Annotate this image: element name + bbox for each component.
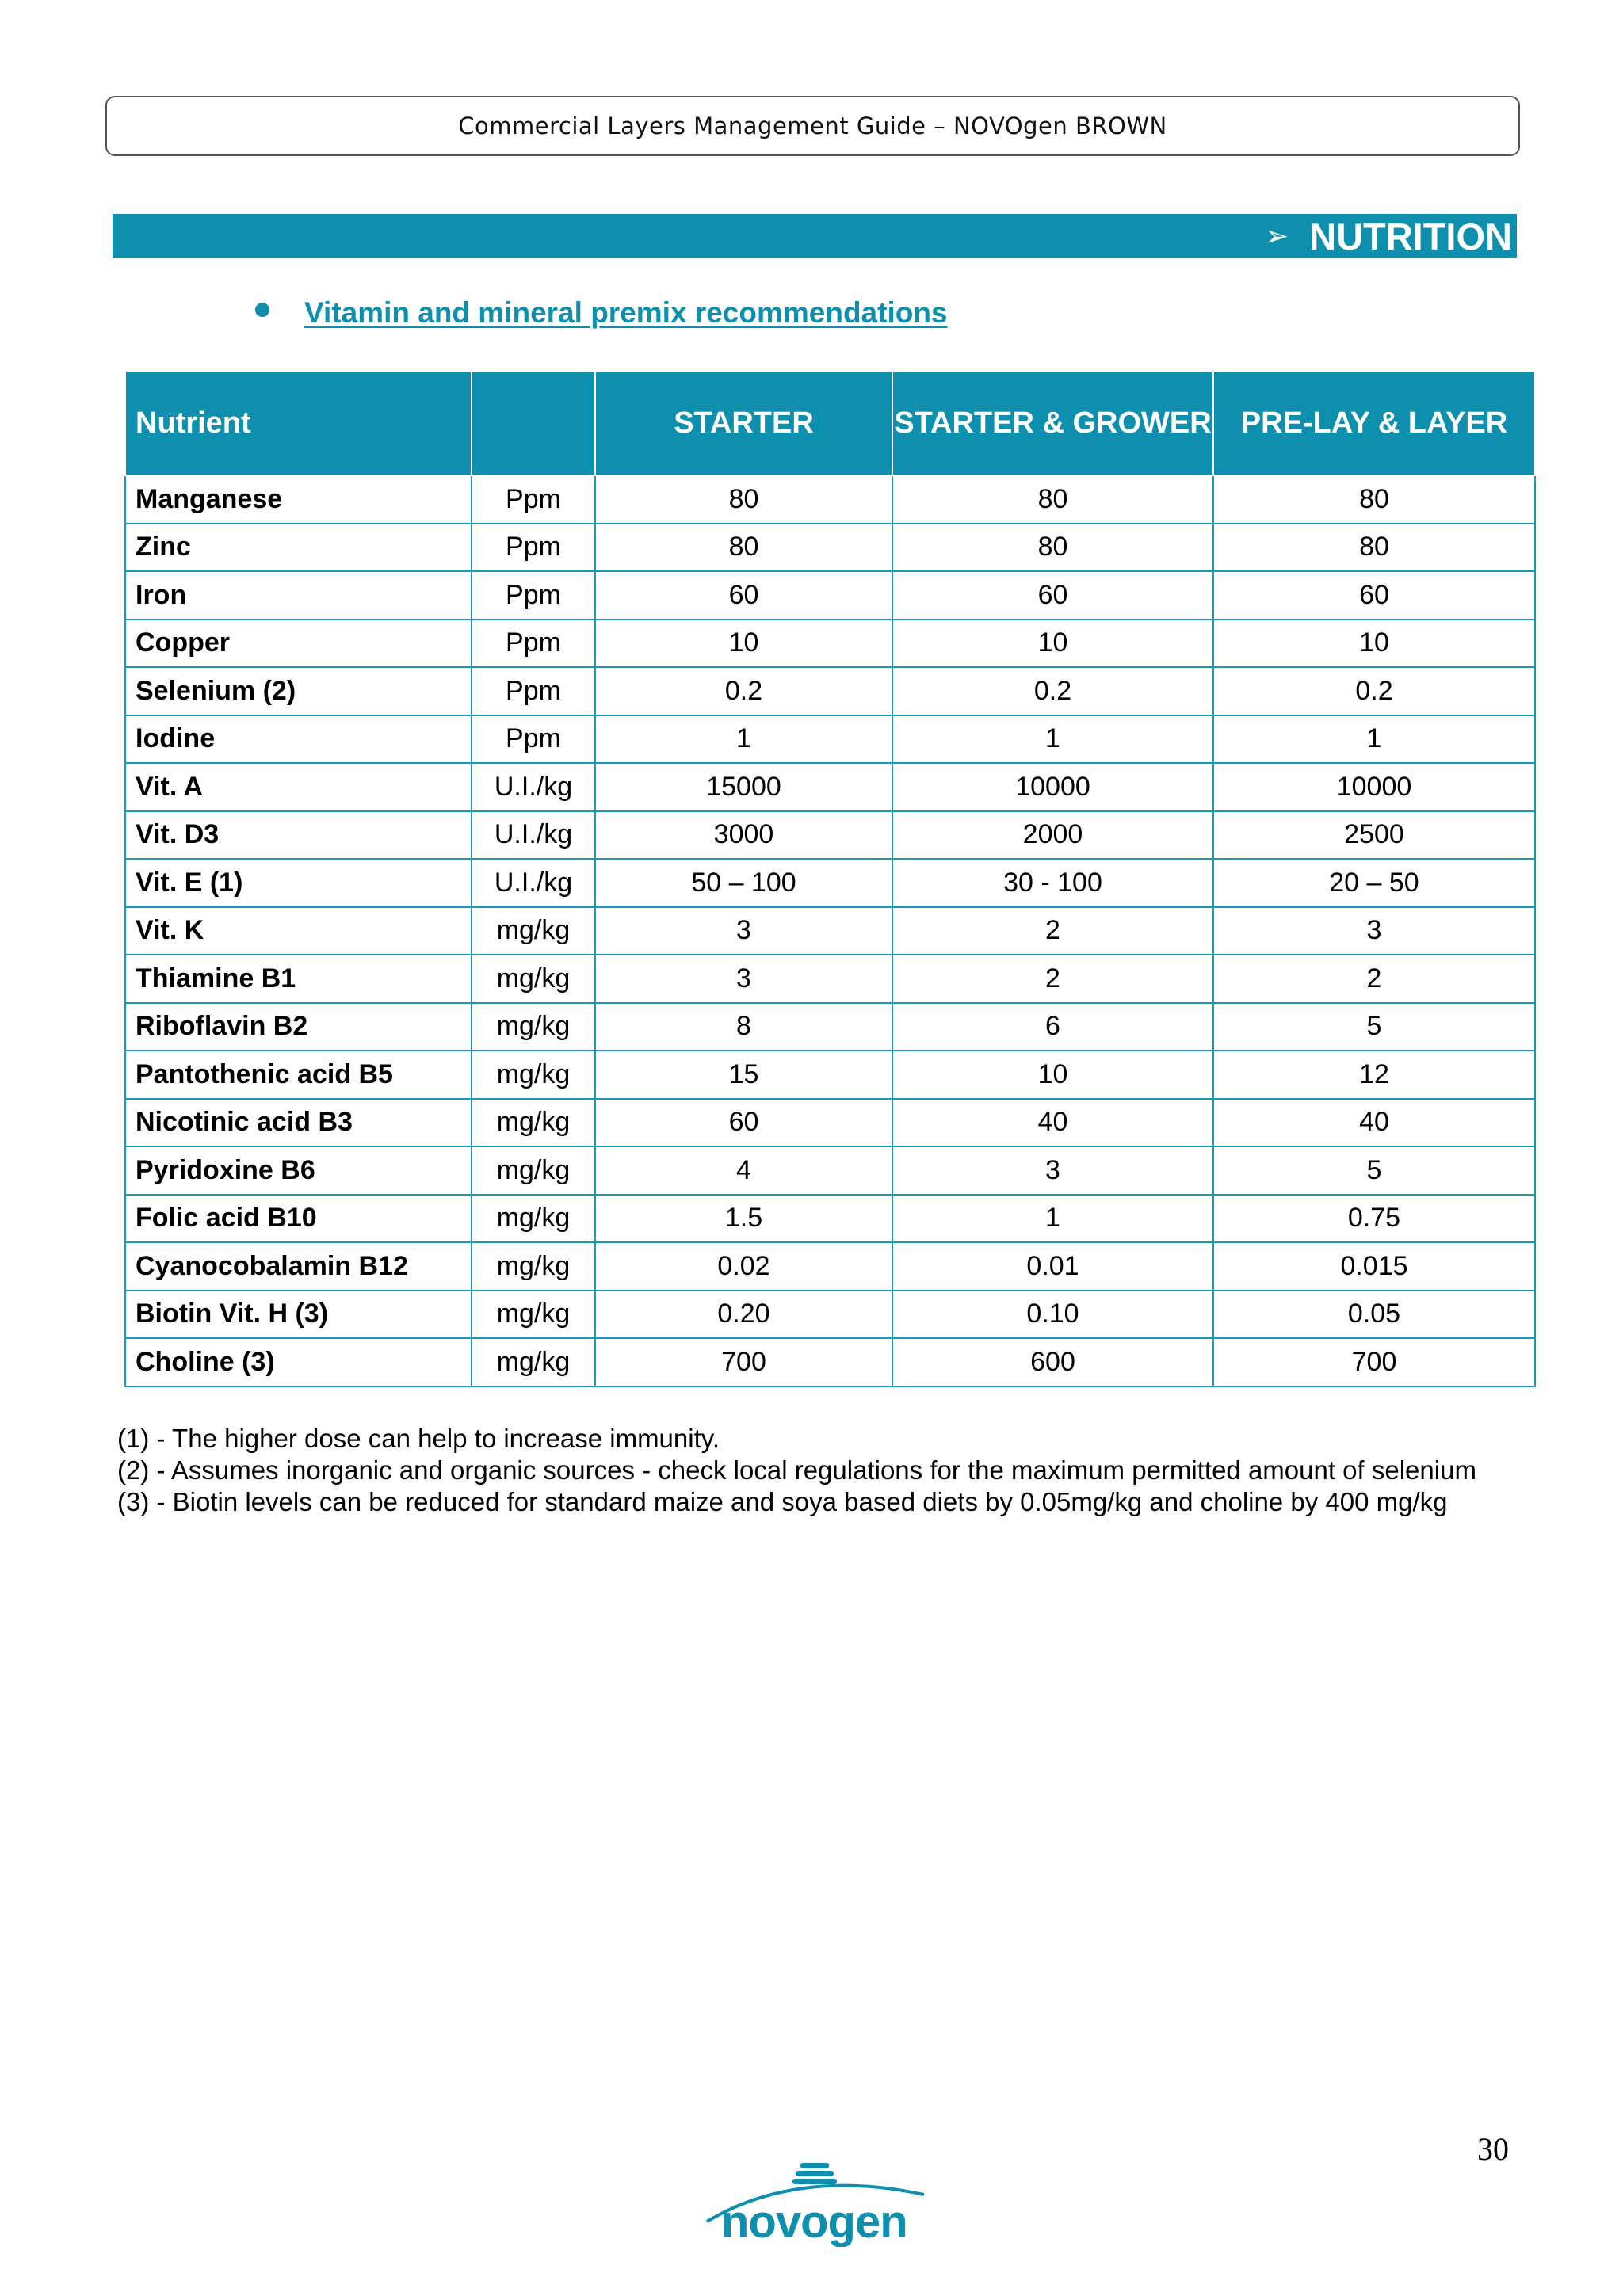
- nutrient-name-cell: Riboflavin B2: [125, 1003, 472, 1051]
- nutrient-name-cell: Iodine: [125, 715, 472, 764]
- footnote: (2) - Assumes inorganic and organic sources - check local regulations for the maximum permitted amount of selenium: [117, 1455, 1476, 1485]
- table-row: [125, 667, 1535, 715]
- table-row: [125, 955, 1535, 1003]
- unit-cell: mg/kg: [472, 1338, 595, 1386]
- nutrient-name-cell: Vit. E (1): [125, 859, 472, 907]
- value-cell: 10000: [892, 763, 1213, 811]
- subheading-text: Vitamin and mineral premix recommendations: [304, 296, 948, 329]
- nutrient-name-cell: Selenium (2): [125, 667, 472, 715]
- table-header-row: [125, 371, 1535, 475]
- value-cell: 4: [595, 1146, 892, 1195]
- unit-cell: mg/kg: [472, 1003, 595, 1051]
- nutrient-name-cell: Zinc: [125, 524, 472, 572]
- column-header-nutrient: Nutrient: [125, 371, 472, 475]
- value-cell: 0.02: [595, 1242, 892, 1291]
- value-cell: 2: [892, 955, 1213, 1003]
- subheading: [255, 296, 948, 330]
- value-cell: 60: [595, 571, 892, 620]
- value-cell: 5: [1213, 1003, 1535, 1051]
- section-bar: [113, 214, 1517, 258]
- value-cell: 10: [892, 1051, 1213, 1099]
- unit-cell: mg/kg: [472, 1051, 595, 1099]
- nutrient-name-cell: Choline (3): [125, 1338, 472, 1386]
- nutrient-name-cell: Manganese: [125, 475, 472, 524]
- value-cell: 0.05: [1213, 1291, 1535, 1339]
- value-cell: 2: [892, 907, 1213, 955]
- value-cell: 2: [1213, 955, 1535, 1003]
- unit-cell: mg/kg: [472, 1291, 595, 1339]
- value-cell: 2000: [892, 811, 1213, 860]
- value-cell: 60: [892, 571, 1213, 620]
- nutrient-name-cell: Vit. A: [125, 763, 472, 811]
- unit-cell: U.I./kg: [472, 811, 595, 860]
- unit-cell: U.I./kg: [472, 859, 595, 907]
- value-cell: 0.015: [1213, 1242, 1535, 1291]
- value-cell: 3: [892, 1146, 1213, 1195]
- value-cell: 2500: [1213, 811, 1535, 860]
- unit-cell: Ppm: [472, 571, 595, 620]
- bullet-icon: [255, 303, 269, 317]
- value-cell: 0.2: [595, 667, 892, 715]
- unit-cell: mg/kg: [472, 1242, 595, 1291]
- value-cell: 80: [1213, 524, 1535, 572]
- value-cell: 8: [595, 1003, 892, 1051]
- unit-cell: Ppm: [472, 475, 595, 524]
- nutrient-name-cell: Copper: [125, 620, 472, 668]
- value-cell: 0.20: [595, 1291, 892, 1339]
- nutrient-name-cell: Nicotinic acid B3: [125, 1099, 472, 1147]
- value-cell: 700: [1213, 1338, 1535, 1386]
- value-cell: 1.5: [595, 1195, 892, 1243]
- value-cell: 10: [892, 620, 1213, 668]
- footnotes: [117, 1423, 1536, 1518]
- value-cell: 3000: [595, 811, 892, 860]
- value-cell: 15: [595, 1051, 892, 1099]
- premix-table: [124, 370, 1536, 1387]
- unit-cell: Ppm: [472, 667, 595, 715]
- value-cell: 40: [1213, 1099, 1535, 1147]
- unit-cell: Ppm: [472, 620, 595, 668]
- value-cell: 1: [1213, 715, 1535, 764]
- unit-cell: Ppm: [472, 524, 595, 572]
- value-cell: 60: [1213, 571, 1535, 620]
- table-row: [125, 1291, 1535, 1339]
- table-row: [125, 1338, 1535, 1386]
- table-body: [125, 475, 1535, 1386]
- arrow-right-icon: ➢: [1264, 219, 1289, 252]
- value-cell: 80: [892, 475, 1213, 524]
- unit-cell: U.I./kg: [472, 763, 595, 811]
- value-cell: 1: [595, 715, 892, 764]
- value-cell: 5: [1213, 1146, 1535, 1195]
- value-cell: 12: [1213, 1051, 1535, 1099]
- value-cell: 10000: [1213, 763, 1535, 811]
- nutrient-name-cell: Biotin Vit. H (3): [125, 1291, 472, 1339]
- unit-cell: Ppm: [472, 715, 595, 764]
- value-cell: 15000: [595, 763, 892, 811]
- value-cell: 0.75: [1213, 1195, 1535, 1243]
- table-row: [125, 475, 1535, 524]
- table-row: [125, 907, 1535, 955]
- unit-cell: mg/kg: [472, 1195, 595, 1243]
- table-row: [125, 524, 1535, 572]
- novogen-logo: [702, 2160, 929, 2247]
- nutrient-name-cell: Pyridoxine B6: [125, 1146, 472, 1195]
- unit-cell: mg/kg: [472, 1146, 595, 1195]
- value-cell: 3: [1213, 907, 1535, 955]
- value-cell: 3: [595, 955, 892, 1003]
- value-cell: 3: [595, 907, 892, 955]
- value-cell: 50 – 100: [595, 859, 892, 907]
- table-row: [125, 763, 1535, 811]
- column-header-starter: STARTER: [595, 371, 892, 475]
- nutrient-name-cell: Iron: [125, 571, 472, 620]
- unit-cell: mg/kg: [472, 907, 595, 955]
- table-row: [125, 620, 1535, 668]
- unit-cell: mg/kg: [472, 1099, 595, 1147]
- svg-text:novogen: novogen: [721, 2196, 907, 2247]
- value-cell: 80: [595, 475, 892, 524]
- header-title: Commercial Layers Management Guide – NOVOgen BROWN: [458, 113, 1167, 139]
- value-cell: 10: [595, 620, 892, 668]
- value-cell: 0.10: [892, 1291, 1213, 1339]
- table-row: [125, 1051, 1535, 1099]
- value-cell: 40: [892, 1099, 1213, 1147]
- value-cell: 80: [892, 524, 1213, 572]
- running-header: [105, 96, 1520, 156]
- value-cell: 700: [595, 1338, 892, 1386]
- value-cell: 0.2: [1213, 667, 1535, 715]
- nutrient-name-cell: Cyanocobalamin B12: [125, 1242, 472, 1291]
- value-cell: 0.01: [892, 1242, 1213, 1291]
- column-header-starter-grower: STARTER & GROWER: [892, 371, 1213, 475]
- table-row: [125, 859, 1535, 907]
- value-cell: 600: [892, 1338, 1213, 1386]
- nutrient-name-cell: Folic acid B10: [125, 1195, 472, 1243]
- page-number: 30: [1477, 2131, 1509, 2167]
- nutrient-name-cell: Thiamine B1: [125, 955, 472, 1003]
- table-row: [125, 1242, 1535, 1291]
- table-row: [125, 1146, 1535, 1195]
- table-row: [125, 1099, 1535, 1147]
- value-cell: 1: [892, 715, 1213, 764]
- value-cell: 60: [595, 1099, 892, 1147]
- value-cell: 0.2: [892, 667, 1213, 715]
- section-title: NUTRITION: [1309, 215, 1512, 257]
- table-row: [125, 811, 1535, 860]
- nutrient-name-cell: Pantothenic acid B5: [125, 1051, 472, 1099]
- table-row: [125, 1195, 1535, 1243]
- unit-cell: mg/kg: [472, 955, 595, 1003]
- value-cell: 10: [1213, 620, 1535, 668]
- footnote: (1) - The higher dose can help to increase immunity.: [117, 1424, 720, 1453]
- table-row: [125, 571, 1535, 620]
- value-cell: 80: [1213, 475, 1535, 524]
- table-row: [125, 1003, 1535, 1051]
- nutrient-name-cell: Vit. D3: [125, 811, 472, 860]
- value-cell: 30 - 100: [892, 859, 1213, 907]
- value-cell: 6: [892, 1003, 1213, 1051]
- value-cell: 80: [595, 524, 892, 572]
- value-cell: 20 – 50: [1213, 859, 1535, 907]
- nutrient-name-cell: Vit. K: [125, 907, 472, 955]
- value-cell: 1: [892, 1195, 1213, 1243]
- footnote: (3) - Biotin levels can be reduced for standard maize and soya based diets by 0.05mg/kg and choline by 400 mg/kg: [117, 1487, 1448, 1516]
- column-header-prelay-layer: PRE-LAY & LAYER: [1213, 371, 1535, 475]
- table-row: [125, 715, 1535, 764]
- column-header-unit: [472, 371, 595, 475]
